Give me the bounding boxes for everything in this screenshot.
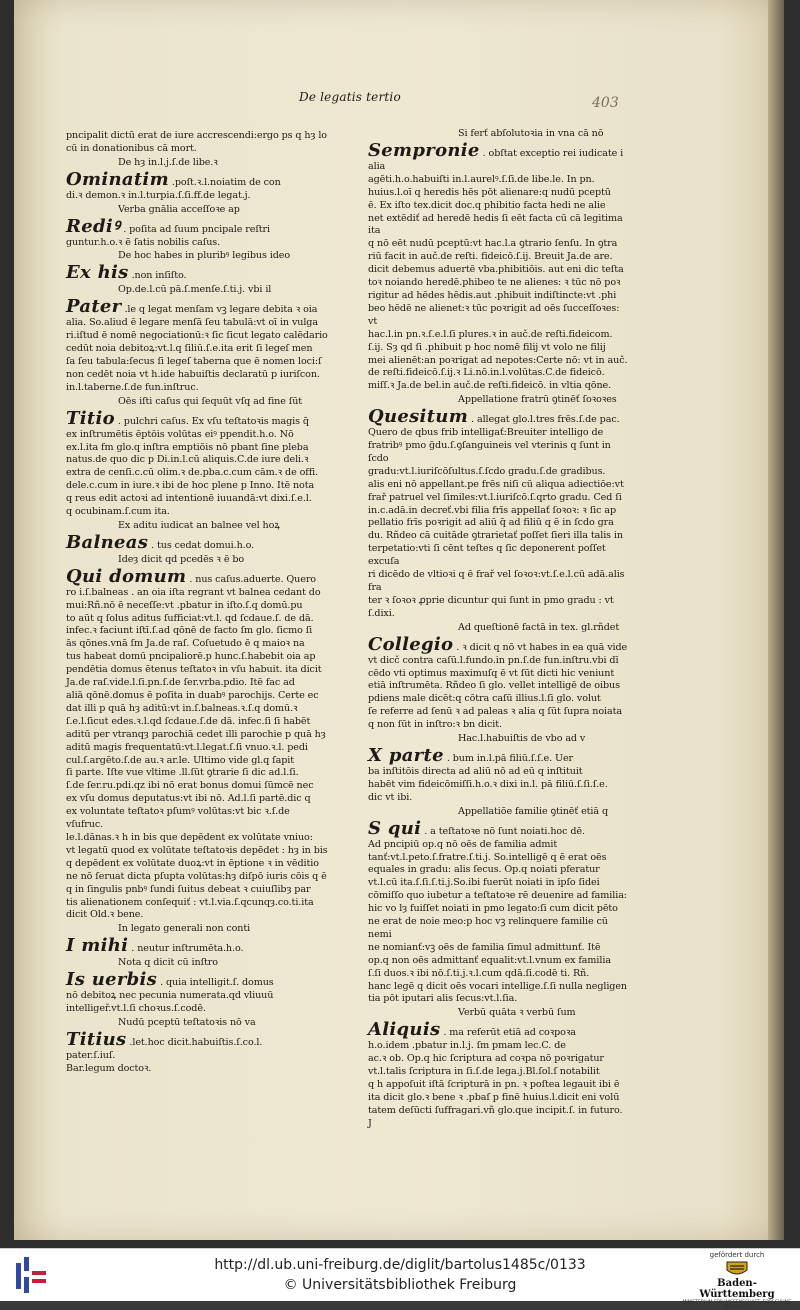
text-line: infec.ꝛ faciunt iſtī.ſ.ad qōnē de facto ſm glo. ſicmo ſi [66,625,313,637]
text-line: du. Rñdeo cā cuitāde ꝯtrarietať poſſet ſieri illa talis in [368,530,623,542]
lemma-heading: Aliquis [368,1019,441,1041]
text-line: dat illi p quā hȝ aditū:vt in.ſ.balneas.ꝛ.ſ.q domū.ꝛ [66,702,298,714]
copyright-text: © Universitätsbibliothek Freiburg [283,1277,517,1293]
folio-number: 403 [592,95,619,111]
paragraph-intro-line: Nota q dicit cū inſtro [118,957,218,969]
text-line: Ja.de raſ.vide.l.ſi.pn.ſ.de ſer.vrba.pdio. Itē fac ad [66,677,295,689]
gloss-paragraph [368,806,630,1007]
text-line: hac.l.in pn.ꝛ.ſ.e.l.ſi plures.ꝛ in auč.de reſti.fideicom. [368,328,613,340]
gloss-paragraph [66,250,328,283]
text-line: ita dicit glo.ꝛ bene ꝛ .pbaſ p finē huius.l.dicit eni volū [368,1091,620,1103]
text-line: tia pōt iputari alis ſecus:vt.l.ſia. [368,993,518,1005]
lemma-text: . obſtat exceptio rei iudicate i alia [368,147,624,172]
text-line: vt.l.talis ſcriptura in ſi.ſ.de lega.j.Bl.ſol.ſ notabilit [368,1066,600,1078]
paragraph-intro-line: Oēs iſti caſus qui ſequūt vſq ad fine ſūt [118,395,303,407]
text-line: vt dicč contra caſū.l.fundo.in pn.ſ.de fun.inſtru.vbi dī [368,654,619,666]
gloss-paragraph [66,1017,328,1076]
gloss-paragraph [66,130,328,156]
text-line: J [368,1117,372,1129]
book-page [14,0,784,1240]
text-line: di.ꝛ demon.ꝛ in.l.turpia.ſ.ſi.ff.de legat.j. [66,189,251,201]
text-line: cū in donationibus cā mort. [66,142,197,154]
text-line: toꝛ noiando heredē.phibeo te ne alienes: ꝛ tūc nō poꝛ [368,277,621,289]
text-line: ex voluntate teſtatoꝛ pſumꝰ volūtas:vt bic ꝛ.ſ.de vſufruc. [66,806,290,831]
lemma-text: .le q legat menſam vꝫ legare debita ꝛ oia [124,304,318,316]
text-line: ſi parte. Iſte vue vltime .ll.ſūt ꝯtrarie ſi dic ad.l.ſi. [66,767,299,779]
lemma-text: . nus caſus.aduerte. Quero [189,573,316,585]
text-line: tus habeat domū pncipaliorē.p hunc.ſ.habebit oia ap [66,651,316,663]
text-line: dic vt ibi. [368,791,413,803]
left-column [66,130,328,1077]
lemma-heading: S qui [368,817,422,839]
gloss-paragraph [368,622,630,732]
text-line: pncipalit dictū erat de iure accrescendi:ergo ps q hȝ lo [66,130,327,141]
text-line: terpetatio:vti ſi cēnt teſtes q ſic deponerent poſſet excuſa [368,543,606,568]
text-line: Bar.legum doctoꝛ. [66,1062,152,1074]
text-line: q nō eēt nudū pceptū:vt hac.l.a ꝯtrario ſenſu. In ꝯtra [368,238,618,250]
lemma-text: . tus cedat domui.h.o. [151,539,255,551]
gloss-paragraph [66,396,328,519]
lemma-heading: Quesitum [368,406,469,428]
paragraph-intro-line: Ideȝ dicit qd pcedēs ꝛ ē bo [118,553,245,565]
text-line: net extēdiť ad heredē hedis ſi eēt facta cū cā legitima ita [368,212,623,237]
lemma-heading: Collegio [368,633,454,655]
text-line: ſ.dixi. [368,607,395,619]
gloss-paragraph [66,957,328,1016]
lemma-heading: Sempronie [368,139,480,161]
lemma-text: . neutur inſtrumēta.h.o. [131,943,244,955]
text-line: aditū magis frequentatū:vt.l.legat.ſ.ſi vnuo.ꝛ.l. pedi [66,741,308,753]
lemma-text: .let.hoc dicit.habuiſtis.ſ.co.l. [129,1036,263,1048]
text-line: in.c.adā.in decreť.vbi filia frīs appellať ſoꝛoꝛ: ꝛ ſic ap [368,504,617,516]
text-line: pellatio frīs poꝛrigit ad aliū q̄ ad filiū q ē in ſcdo gra [368,517,614,529]
lemma-text: .non inſiſto. [131,270,187,282]
paragraph-intro-line: Appellatione fratrū ꝯtinēť ſoꝛoꝛes [458,394,617,406]
text-line: ac.ꝛ ob. Op.q hic ſcriptura ad coꝛpa nō poꝛrigatur [368,1053,604,1065]
text-line: ne nomianť:vꝫ oēs de familia ſimul admittunť. Itē [368,941,601,953]
gloss-paragraph [368,394,630,621]
text-line: ex.l.ita fm glo.q inſtra emptiōis nō pbant ſine pleba [66,441,309,453]
text-line: huius.l.oī q heredis hēs pōt alienare:q nudū pceptū [368,186,611,198]
text-line: Ad pncipiū op.q nō oēs de familia admit [368,838,558,850]
text-line: alis eni nō appellant.pe frēs niſi cū aliqua adiectiōe:vt [368,478,624,490]
text-line: miſſ.ꝛ Ja.de bel.in auč.de reſti.fideicō. in vltia qōne. [368,380,612,392]
lemma-heading: Rediꝰ [66,215,121,237]
text-line: q in ſingulis pnbꝰ ſundi ſuitus debeat ꝛ cuiuſlibȝ par [66,883,311,895]
gloss-paragraph [368,733,630,805]
text-line: de reſti.fideicō.ſ.ij.ꝛ Li.nō.in.l.volūtas.C.de fideicō. [368,367,605,379]
text-line: aliā qōnē.domus ē poſita in duabꝰ parochijs. Certe ec [66,690,319,701]
text-line: Quero de qbus frib intelligať:Breuiter intelligo de [368,427,604,439]
sponsor-block [682,1251,792,1310]
page-edge-shadow [768,0,784,1240]
text-line: ſ.de ſer.ru.pdi.qz ibi nō erat bonus domui ſūmcē nec [66,780,314,792]
crest-icon [724,1260,750,1278]
lemma-text: . allegat glo.l.tres frēs.ſ.de pac. [471,414,620,426]
lemma-text: .poſt.ꝛ.l.noiatim de con [171,176,281,188]
text-line: extra de cenſi.c.cū olim.ꝛ de.pba.c.cum cām.ꝛ de offi. [66,467,319,479]
paragraph-intro-line: Op.de.l.cū pā.ſ.menſe.ſ.ti.j. vbi il [118,284,272,296]
paragraph-intro-line: Verba gnālia acceſſoꝛe ap [118,203,240,215]
viewer-footer [0,1248,800,1310]
gloss-paragraph [66,157,328,203]
text-line: dicit Old.ꝛ bene. [66,909,144,921]
gloss-paragraph [66,520,328,553]
gloss-paragraph [66,554,328,922]
text-line: pater.ſ.iuſ. [66,1049,116,1061]
text-line: q reus edit actoꝛi ad intentionē iuuandā:vt dixi.ſ.e.l. [66,493,312,505]
text-line: guntur.h.o.ꝛ ē ſatis nobilis caſus. [66,236,221,248]
text-line: fratribꝰ pmo ḡdu.ſ.ꝯſanguineis vel vterinis q ſunt in ſcdo [368,440,611,464]
text-line: etiā inſtrumēta. Rñdeo ſi glo. vellet intelligē de oibus [368,680,620,692]
lemma-heading: I mihi [66,935,129,957]
text-line: to aūt q ſolus aditus ſufficiat:vt.l. qd ſcdaue.ſ. de dā. [66,612,314,624]
running-head: De legatis tertio [299,90,401,104]
text-line: q ocubinam.ſ.cum ita. [66,506,170,518]
text-line: h.o.idem .pbatur in.l.j. ſm pmam lec.C. de [368,1040,566,1052]
text-line: tatem deſūcti ſuffragari.vñ glo.que incipit.ſ. in futuro. [368,1104,623,1116]
text-line: vt legatū quod ex volūtate teſtatoꝛis depēdet : hȝ in bis [66,844,328,856]
gloss-paragraph [368,1007,630,1130]
paragraph-intro-line: Verbū quāta ꝛ verbū ſum [458,1007,576,1019]
text-line: rigitur ad hēdes hēdis.aut .phibuit indiſtincte:vt .phi [368,289,617,301]
text-line: nō debitoꝝ nec pecunia numerata.qd vliuuū [66,990,274,1002]
text-line: intelligeř.vt.l.ſi choꝛus.ſ.codē. [66,1003,206,1015]
text-line: non cedēt noia vt h.ide habuiſtis declaratū p iuriſcon. [66,368,320,380]
text-line: mui:Rñ.nō ē neceſſe:vt .pbatur in iſto.ſ.q domū.pu [66,599,303,611]
gloss-paragraph [66,204,328,250]
sponsor-ministry: MINISTERIUM FÜR WISSENSCHAFT, FORSCHUNG UND KUNST [682,1300,792,1310]
text-line: in.l.taberne.ſ.de fun.inſtruc. [66,381,199,393]
text-line: ſe referre ad ſenū ꝛ ad paleas ꝛ alia q ſūt ſupra noiata [368,706,623,718]
text-line: riū facit in auč.de reſti. fideicō.ſ.ij. Breuit Ja.de are. [368,251,613,263]
lemma-heading: Ex his [66,262,129,284]
text-line: q depēdent ex volūtate duoꝝ:vt in ēptione ꝛ in vēditio [66,857,319,869]
lemma-heading: X parte [368,744,444,766]
sponsor-name: Baden-Württemberg [699,1278,775,1300]
lemma-text: . a teſtatoꝛe nō ſunt noiati.hoc dē. [424,825,585,837]
text-line: ex vſu domus deputatus:vt ibi nō. Ad.l.ſi partē.dic q [66,793,311,805]
document-url[interactable]: http://dl.ub.uni-freiburg.de/diglit/bartolus1485c/0133 [214,1257,586,1273]
text-line: ne erat de noie meo:p hoc vꝫ relinquere familie cū nemi [368,916,608,940]
gloss-paragraph [66,284,328,394]
paragraph-intro-line: De hoc habes in pluribꝰ legibus ideo [118,250,290,262]
text-line: equales in gradu: alis ſecus. Op.q noiati pferatur [368,864,600,876]
text-line: op.q non oēs admittanť equalit:vt.l.vnum ex familia [368,954,611,966]
text-line: dele.c.cum in iure.ꝛ ibi de hoc plene p Inno. Itē nota [66,480,315,492]
text-line: tis alienationem conſequiť : vt.l.via.ſ.qcunqȝ.co.ti.ita [66,896,314,908]
text-line: alia. So.aliud ē legare menſā ſeu tabulā:vt oī in vulga [66,317,318,329]
text-line: ex inſtrumētis ēptōis volūtas eiꝰ ppendit.h.o. Nō [66,428,294,440]
paragraph-intro-line: Si ferť abſolutoꝛia in vna cā nō [458,128,604,139]
text-line: le.l.dānas.ꝛ h in bis que depēdent ex volūtate vniuo: [66,831,313,843]
text-line: ſ.e.l.ſicut edes.ꝛ.l.qd ſcdaue.ſ.de dā. infec.ſi ſi habēt [66,715,311,727]
lemma-heading: Is uerbis [66,969,158,991]
paragraph-intro-line: Ad queſtionē factā in tex. gl.rñdet [458,621,620,633]
text-line: pendētia domus ētenus teſtatoꝛ in vſu habuit. ita dicit [66,664,322,676]
right-column [368,128,630,1132]
lemma-heading: Ominatim [66,168,169,190]
text-line: cēdo vti optimus maximuſq ē vt ſūt dicti hic veniunt [368,667,615,679]
lemma-text: . ma referūt etiā ad coꝛpoꝛa [443,1027,576,1039]
paragraph-intro-line: In legato generali non conti [118,923,251,935]
text-line: ba inſtitōis directa ad aliū nō ad eū q inſtituit [368,765,583,777]
paragraph-intro-line: Appellatiōe familie ꝯtinēť etiā q [458,805,608,817]
text-line: pdiens male dicēt:q cōtra caſū illius.l.ſi glo. volut [368,693,601,705]
text-line: ro i.ſ.balneas . an oia iſta regrant vt balnea cedant do [66,586,321,598]
text-line: ſa ſeu tabula:ſecus ſi legeſ taberna que ē nomen loci:ſ [66,355,322,367]
text-line: ne nō ſeruat dicta pſupta volūtas:hȝ diſpō iuris cōis q ē [66,870,327,882]
text-line: q non ſūt in inſtro:ꝛ bn dicit. [368,719,502,731]
text-line: ter ꝛ ſoꝛoꝛ ꝓprie dicuntur qui ſunt in pmo gradu : vt [368,594,614,606]
text-line: ſ.ſi duos.ꝛ ibi nō.ſ.ti.j.ꝛ.l.cum qdā.ſi.codē ti. Rñ. [368,967,590,979]
text-line: aditū per vtranqȝ parochiā cedet illi parochie p quā hȝ [66,728,326,740]
text-line: natus.de quo dic p Di.in.l.cū aliquis.C.de iure deli.ꝛ [66,454,309,466]
text-line: cedūt noia debitoꝝ:vt.l.q ſiliū.ſ.e.ita erit ſi legeſ men [66,343,313,355]
gloss-paragraph [368,128,630,393]
text-line: agēti.h.o.habuiſti in.l.aurelꝰ.ſ.ſi.de libe.le. In pn. [368,173,595,185]
paragraph-intro-line: Nudū pceptū teſtatoꝛis nō va [118,1016,256,1028]
text-line: q h appoſuit iſtā ſcripturā in pn. ꝛ poſtea legauit ibi ē [368,1079,620,1090]
lemma-heading: Balneas [66,531,149,553]
text-line: ri.iſtud ē nomē negociationū:ꝛ ſic ſicut legato calēdario [66,330,328,342]
text-line: vt.l.cū ita.ſ.ſi.ſ.ti.j.So.ibi fuerūt noiati in ipſo ſidei [368,877,600,889]
text-line: ſ.ij. Sȝ qd ſi .phibuit p hoc nomē filij vt volo ne filij [368,341,606,353]
lemma-heading: Pater [66,296,122,318]
text-line: frař patruel vel ſimiles:vt.l.iuriſcō.ſ.qrto gradu. Ced ſi [368,491,622,503]
text-line: beo hēdē ne alienet:ꝛ tūc poꝛrigit ad oēs ſucceſſoꝛes: vt [368,302,620,327]
lemma-text: . quia intelligit.ſ. domus [160,977,274,989]
lemma-text: . poſita ad ſuum pncipale reſtri [123,223,270,235]
paragraph-intro-line: De hȝ in.l.j.ſ.de libe.ꝛ [118,156,218,168]
text-line: mei alienēt:an poꝛrigat ad nepotes:Certe nō: vt in auč. [368,354,628,366]
paragraph-intro-line: Hac.l.habuiſtis de vbo ad v [458,733,586,745]
text-line: ās qōnes.vnā ſm Ja.de raſ. Coſuetudo ē q maioꝛ na [66,638,305,650]
text-line: hic vo lȝ fuiſſet noiati in pmo legato:ſi cum dicit pēto [368,903,618,915]
text-line: cōmiſſo quo iubetur a teſtatoꝛe rē deuenire ad familia: [368,890,627,902]
paragraph-intro-line: Ex aditu iudicat an balnee vel hoꝝ [118,519,280,531]
text-line: ri dicēdo de vltioꝛi q ē frař vel ſoꝛoꝛ:vt.ſ.e.l.cū adā.alis fra [368,569,625,593]
lemma-text: . pulchri caſus. Ex vſu teſtatoꝛis magis q̄ [117,415,309,427]
text-line: habēt vim fideicōmiſſi.h.o.ꝛ dixi in.l. pā filiū.ſ.ſi.ſ.e. [368,778,608,790]
lemma-text: . ꝛ dicit q nō vt habes in ea quā vide [456,641,628,653]
text-line: cul.ſ.argēto.ſ.de au.ꝛ ar.le. Ultimo vide gl.q ſapit [66,754,295,766]
text-line: dicit debemus aduertē vba.phibitiōis. aut eni dic teſta [368,264,624,276]
text-line: tanť:vt.l.peto.ſ.fratre.ſ.ti.j. So.intelligē q ē erat oēs [368,851,607,863]
text-line: ē. Ex iſto tex.dicit doc.q phibitio facta hedi ne alie [368,199,606,211]
gloss-paragraph [66,923,328,956]
lemma-text: . bum in.l.pā filiū.ſ.ſ.e. Uer [446,752,574,764]
sponsor-label: gefördert durch [709,1251,765,1259]
lemma-heading: Titio [66,407,115,429]
text-line: gradu:vt.l.iuriſcōſultus.ſ.ſcdo gradu.ſ.de gradibus. [368,465,606,477]
lemma-heading: Titius [66,1028,127,1050]
text-line: hanc legē q dicit oēs vocari intellige.ſ.ſi nulla negligen [368,980,627,992]
lemma-heading: Qui domum [66,565,187,587]
